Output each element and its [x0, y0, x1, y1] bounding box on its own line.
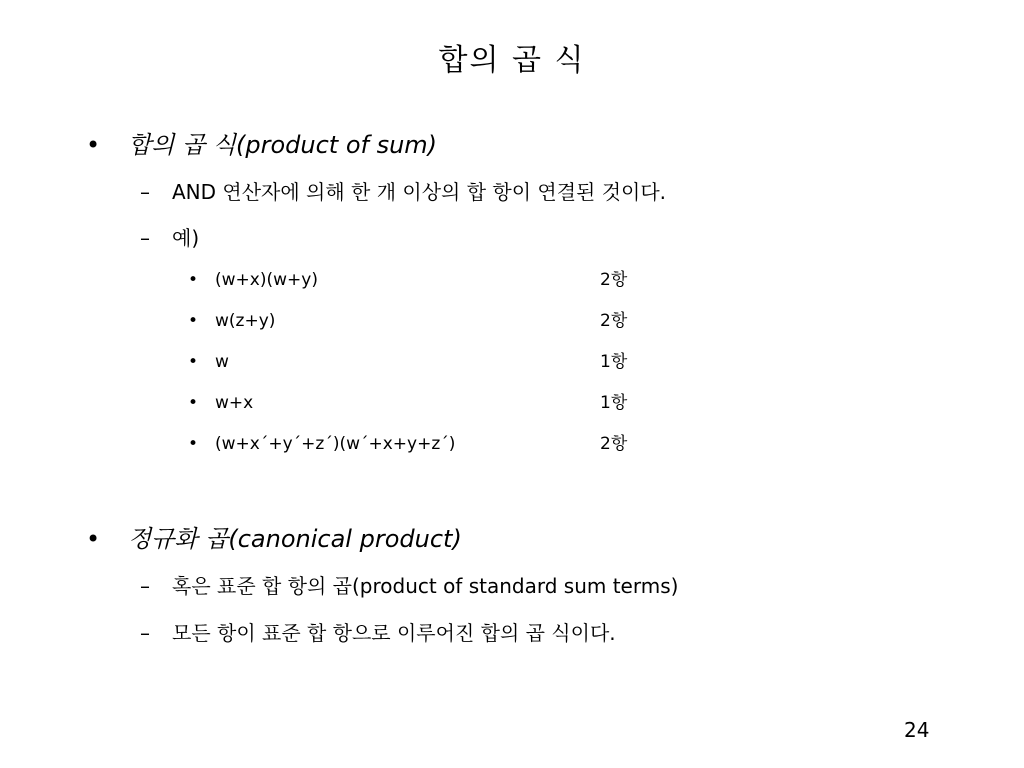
- example-expression: (w+x´+y´+z´)(w´+x+y+z´): [215, 434, 456, 454]
- list-item-text: 예): [172, 226, 200, 250]
- example-term-count: 2항: [600, 311, 628, 331]
- dash-marker: –: [140, 226, 150, 250]
- example-term-count: 2항: [600, 434, 628, 454]
- list-item: [140, 619, 616, 647]
- section-heading-product-of-sum: [86, 128, 437, 162]
- dash-marker: –: [140, 574, 150, 598]
- list-item: [140, 178, 666, 206]
- dash-marker: –: [140, 180, 150, 204]
- example-term-count: 1항: [600, 393, 628, 413]
- example-row: [188, 268, 627, 292]
- example-expression: (w+x)(w+y): [215, 270, 318, 290]
- example-expression: w(z+y): [215, 311, 276, 331]
- example-term-count: 2항: [600, 270, 628, 290]
- section-heading-canonical-product: [86, 522, 462, 556]
- example-row: [188, 309, 627, 333]
- slide-title: 합의 곱 식: [438, 43, 586, 78]
- list-item-text: AND 연산자에 의해 한 개 이상의 합 항이 연결된 것이다.: [172, 180, 667, 204]
- example-row: [188, 432, 627, 456]
- bullet: •: [188, 434, 199, 454]
- section-heading-text: 합의 곱 식(product of sum): [128, 131, 438, 159]
- example-row: [188, 391, 627, 415]
- example-expression: w+x: [215, 393, 254, 413]
- list-item-text: 모든 항이 표준 합 항으로 이루어진 합의 곱 식이다.: [172, 621, 616, 645]
- page-number: 24: [904, 718, 930, 742]
- bullet: •: [86, 525, 101, 553]
- list-item: [140, 572, 678, 600]
- list-item-text: 혹은 표준 합 항의 곱(product of standard sum terms): [172, 574, 679, 598]
- dash-marker: –: [140, 621, 150, 645]
- example-term-count: 1항: [600, 352, 628, 372]
- bullet: •: [188, 270, 199, 290]
- section-heading-text: 정규화 곱(canonical product): [128, 525, 462, 553]
- example-row: [188, 350, 627, 374]
- bullet: •: [188, 352, 199, 372]
- bullet: •: [86, 131, 101, 159]
- list-item: [140, 224, 199, 252]
- bullet: •: [188, 311, 199, 331]
- example-expression: w: [215, 352, 229, 372]
- bullet: •: [188, 393, 199, 413]
